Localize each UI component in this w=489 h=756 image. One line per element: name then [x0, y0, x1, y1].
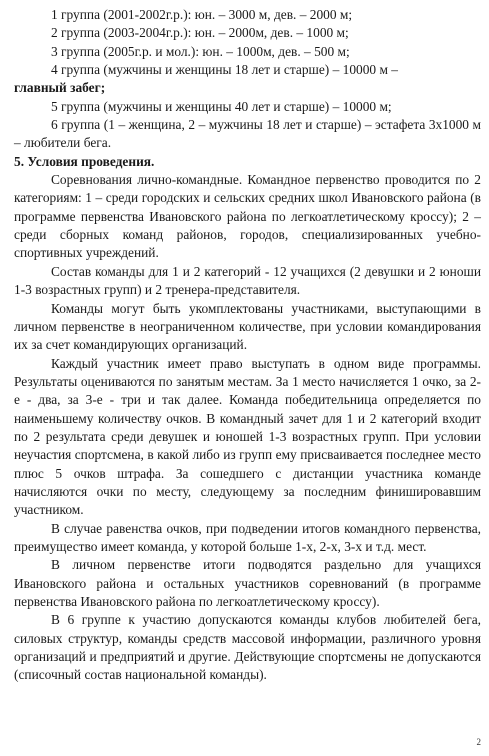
group-6-line: 6 группа (1 – женщина, 2 – мужчины 18 лет и старше) – эстафета 3х1000 м – любители бега. — [14, 117, 481, 151]
paragraph-group-6-admission: В 6 группе к участию допускаются команды клубов любителей бега, силовых структур, команды средств массовой информации, различного уровня организаций и предприятий и другие. Действующие спортсмены не допускаются (списочный состав национальной команды). — [14, 612, 481, 683]
page-number: 2 — [476, 737, 481, 747]
paragraph-team-composition: Состав команды для 1 и 2 категорий - 12 учащихся (2 девушки и 2 юноши 1-3 возрастных групп) и 2 тренера-представителя. — [14, 263, 481, 298]
group-4-line: 4 группа (мужчины и женщины 18 лет и старше) – 10000 м – — [51, 62, 398, 78]
section-heading: 5. Условия проведения. — [14, 153, 155, 169]
group-2-line: 2 группа (2003-2004г.р.): юн. – 2000м, дев. – 1000 м; — [51, 25, 349, 41]
paragraph-individual-results: В личном первенстве итоги подводятся раздельно для учащихся Ивановского района и остальных участников соревнований (в программе первенства Ивановского района по легкоатлетическому кроссу). — [14, 557, 481, 609]
group-1-line: 1 группа (2001-2002г.р.): юн. – 3000 м, дев. – 2000 м; — [51, 7, 353, 22]
paragraph-scoring: Каждый участник имеет право выступать в одном виде программы. Результаты оцениваются по занятым местам. За 1 место начисляется 1 очко, за 2-е - два, за 3-е - три и так далее. Команда победительница определяется по наименьшему количеству очков. В командный зачет для 1 и 2 категорий входит по 2 результата среди девушек и юношей 1-3 возрастных групп. При условии неучастия спортсмена, в какой либо из групп ему присваивается последнее место плюс 5 очков штрафа. За сошедшего с дистанции участника команде начисляются очки по месту, следующему за последним финишировавшим участником. — [14, 355, 481, 518]
paragraph-tie-break: В случае равенства очков, при подведении итогов командного первенства, преимущество имеет команда, у которой больше 1-х, 2-х, 3-х и т.д. мест. — [14, 520, 481, 554]
paragraph-team-categories: Соревнования лично-командные. Командное первенство проводится по 2 категориям: 1 – среди городских и сельских средних школ Ивановского района (в программе первенства Ивановского района по легкоатлетическому кроссу); 2 – среди сборных команд районов, городов, специализированных учебно-спортивных учреждений. — [14, 172, 481, 261]
group-5-line: 5 группа (мужчины и женщины 40 лет и старше) – 10000 м; — [51, 98, 392, 114]
main-race-label: главный забег; — [14, 80, 106, 96]
group-3-line: 3 группа (2005г.р. и мол.): юн. – 1000м, дев. – 500 м; — [51, 43, 350, 59]
paragraph-team-staffing: Команды могут быть укомплектованы участниками, выступающими в личном первенстве в неограниченном количестве, при условии командирования их за счет командирующих организаций. — [14, 300, 481, 353]
